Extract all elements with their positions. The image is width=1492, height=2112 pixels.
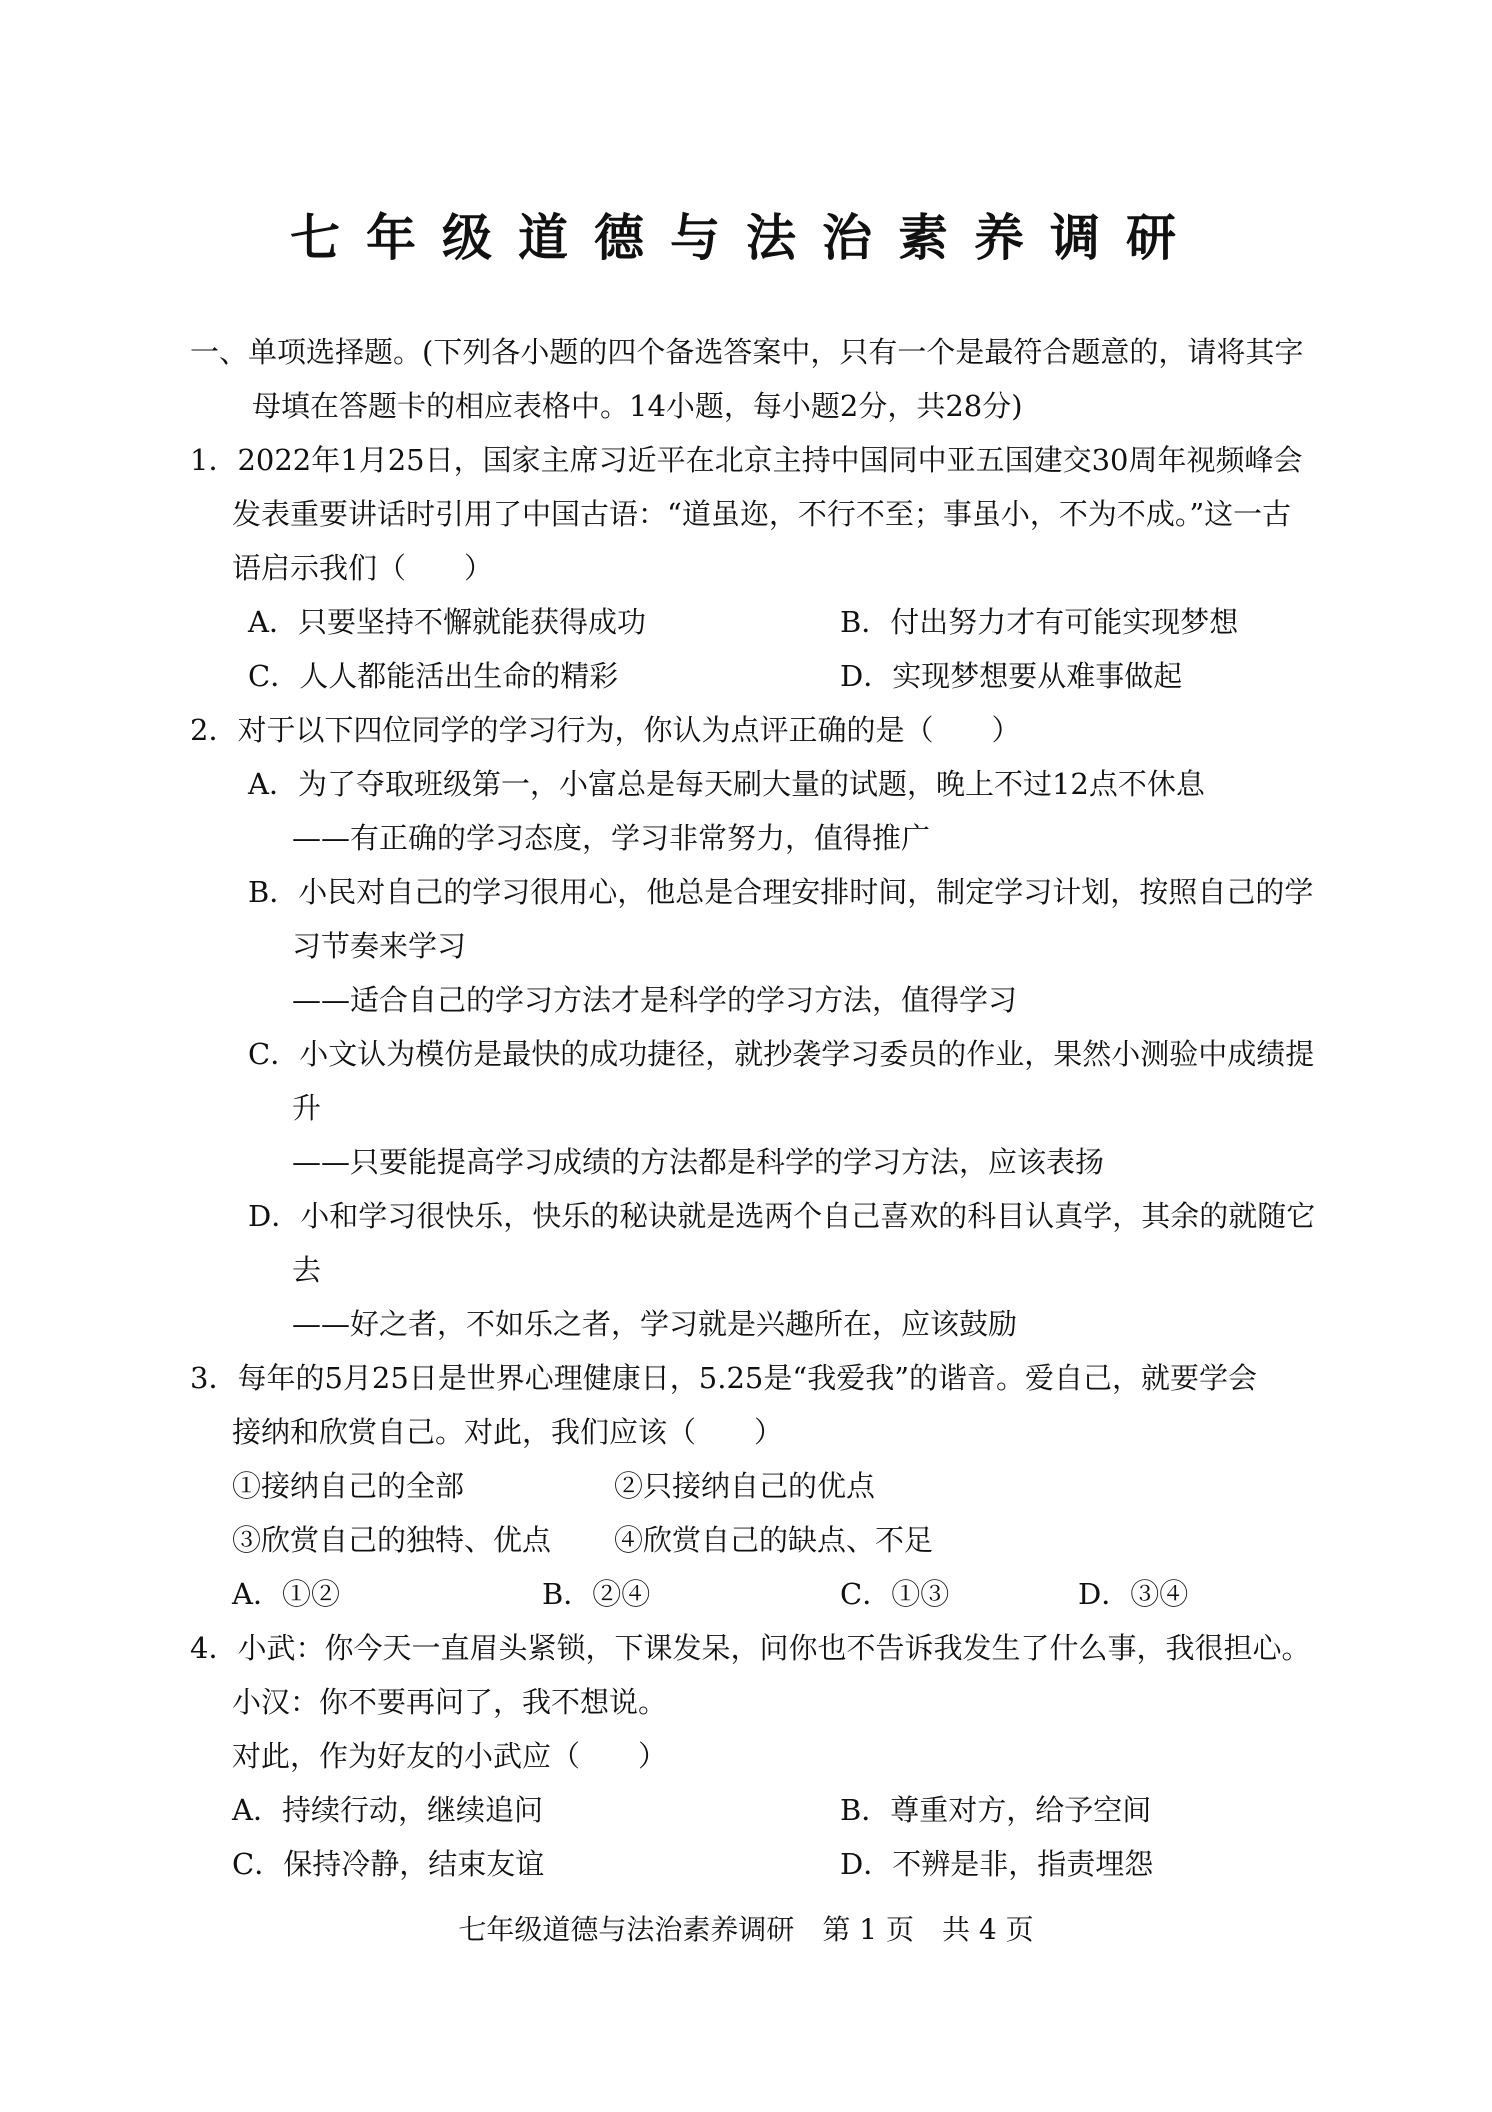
section-heading: 一、单项选择题。(下列各小题的四个备选答案中，只有一个是最符合题意的，请将其字 [190, 335, 1304, 369]
q3-statement-1: ①接纳自己的全部 [232, 1469, 465, 1503]
q3-option-a: A．①② [232, 1577, 340, 1611]
q1-stem-cont: 语启示我们（ ） [232, 551, 494, 585]
q3-option-b: B．②④ [542, 1577, 651, 1611]
q1-option-a: A．只要坚持不懈就能获得成功 [248, 605, 646, 639]
section-heading-cont: 母填在答题卡的相应表格中。14小题，每小题2分，共28分) [252, 389, 1023, 423]
q1-option-c: C．人人都能活出生命的精彩 [248, 659, 619, 693]
q4-option-a: A．持续行动，继续追问 [232, 1793, 543, 1827]
q3-stem-cont: 接纳和欣赏自己。对此，我们应该（ ） [232, 1415, 784, 1449]
q4-option-d: D．不辨是非，指责埋怨 [840, 1847, 1154, 1881]
q4-stem-cont: 对此，作为好友的小武应（ ） [232, 1739, 668, 1773]
q2-option-a: A．为了夺取班级第一，小富总是每天刷大量的试题，晚上不过12点不休息 [248, 767, 1205, 801]
q2-option-d-cont: 去 [292, 1253, 322, 1287]
q4-option-b: B．尊重对方，给予空间 [840, 1793, 1152, 1827]
q1-stem-cont: 发表重要讲话时引用了中国古语：“道虽迩，不行不至；事虽小，不为不成。”这一古 [232, 497, 1292, 531]
q1-stem: 1．2022年1月25日，国家主席习近平在北京主持中国同中亚五国建交30周年视频峰会 [190, 443, 1303, 477]
q2-option-c: C．小文认为模仿是最快的成功捷径，就抄袭学习委员的作业，果然小测验中成绩提 [248, 1037, 1315, 1071]
q2-option-d-comment: ——好之者，不如乐之者，学习就是兴趣所在，应该鼓励 [292, 1307, 1018, 1341]
q3-stem: 3．每年的5月25日是世界心理健康日，5.25是“我爱我”的谐音。爱自己，就要学会 [190, 1361, 1258, 1395]
q2-option-c-cont: 升 [292, 1091, 322, 1125]
q3-statement-4: ④欣赏自己的缺点、不足 [614, 1523, 934, 1557]
q2-option-d: D．小和学习很快乐，快乐的秘诀就是选两个自己喜欢的科目认真学，其余的就随它 [248, 1199, 1316, 1233]
q2-stem: 2．对于以下四位同学的学习行为，你认为点评正确的是（ ） [190, 713, 1021, 747]
q4-option-c: C．保持冷静，结束友谊 [232, 1847, 545, 1881]
q2-option-a-comment: ——有正确的学习态度，学习非常努力，值得推广 [292, 821, 931, 855]
q4-stem: 4．小武：你今天一直眉头紧锁，下课发呆，问你也不告诉我发生了什么事，我很担心。 [190, 1631, 1311, 1665]
page-title: 七年级道德与法治素养调研 [290, 209, 1202, 267]
q3-statement-2: ②只接纳自己的优点 [614, 1469, 876, 1503]
page-footer: 七年级道德与法治素养调研 第 1 页 共 4 页 [458, 1913, 1034, 1946]
q3-statement-3: ③欣赏自己的独特、优点 [232, 1523, 552, 1557]
q3-option-c: C．①③ [840, 1577, 950, 1611]
q2-option-b-comment: ——适合自己的学习方法才是科学的学习方法，值得学习 [292, 983, 1018, 1017]
q2-option-c-comment: ——只要能提高学习成绩的方法都是科学的学习方法，应该表扬 [292, 1145, 1105, 1179]
q1-option-b: B．付出努力才有可能实现梦想 [840, 605, 1239, 639]
q2-option-b: B．小民对自己的学习很用心，他总是合理安排时间，制定学习计划，按照自己的学 [248, 875, 1314, 909]
q1-option-d: D．实现梦想要从难事做起 [840, 659, 1183, 693]
q4-stem-cont: 小汉：你不要再问了，我不想说。 [232, 1685, 668, 1719]
q3-option-d: D．③④ [1078, 1577, 1189, 1611]
q2-option-b-cont: 习节奏来学习 [292, 929, 467, 963]
